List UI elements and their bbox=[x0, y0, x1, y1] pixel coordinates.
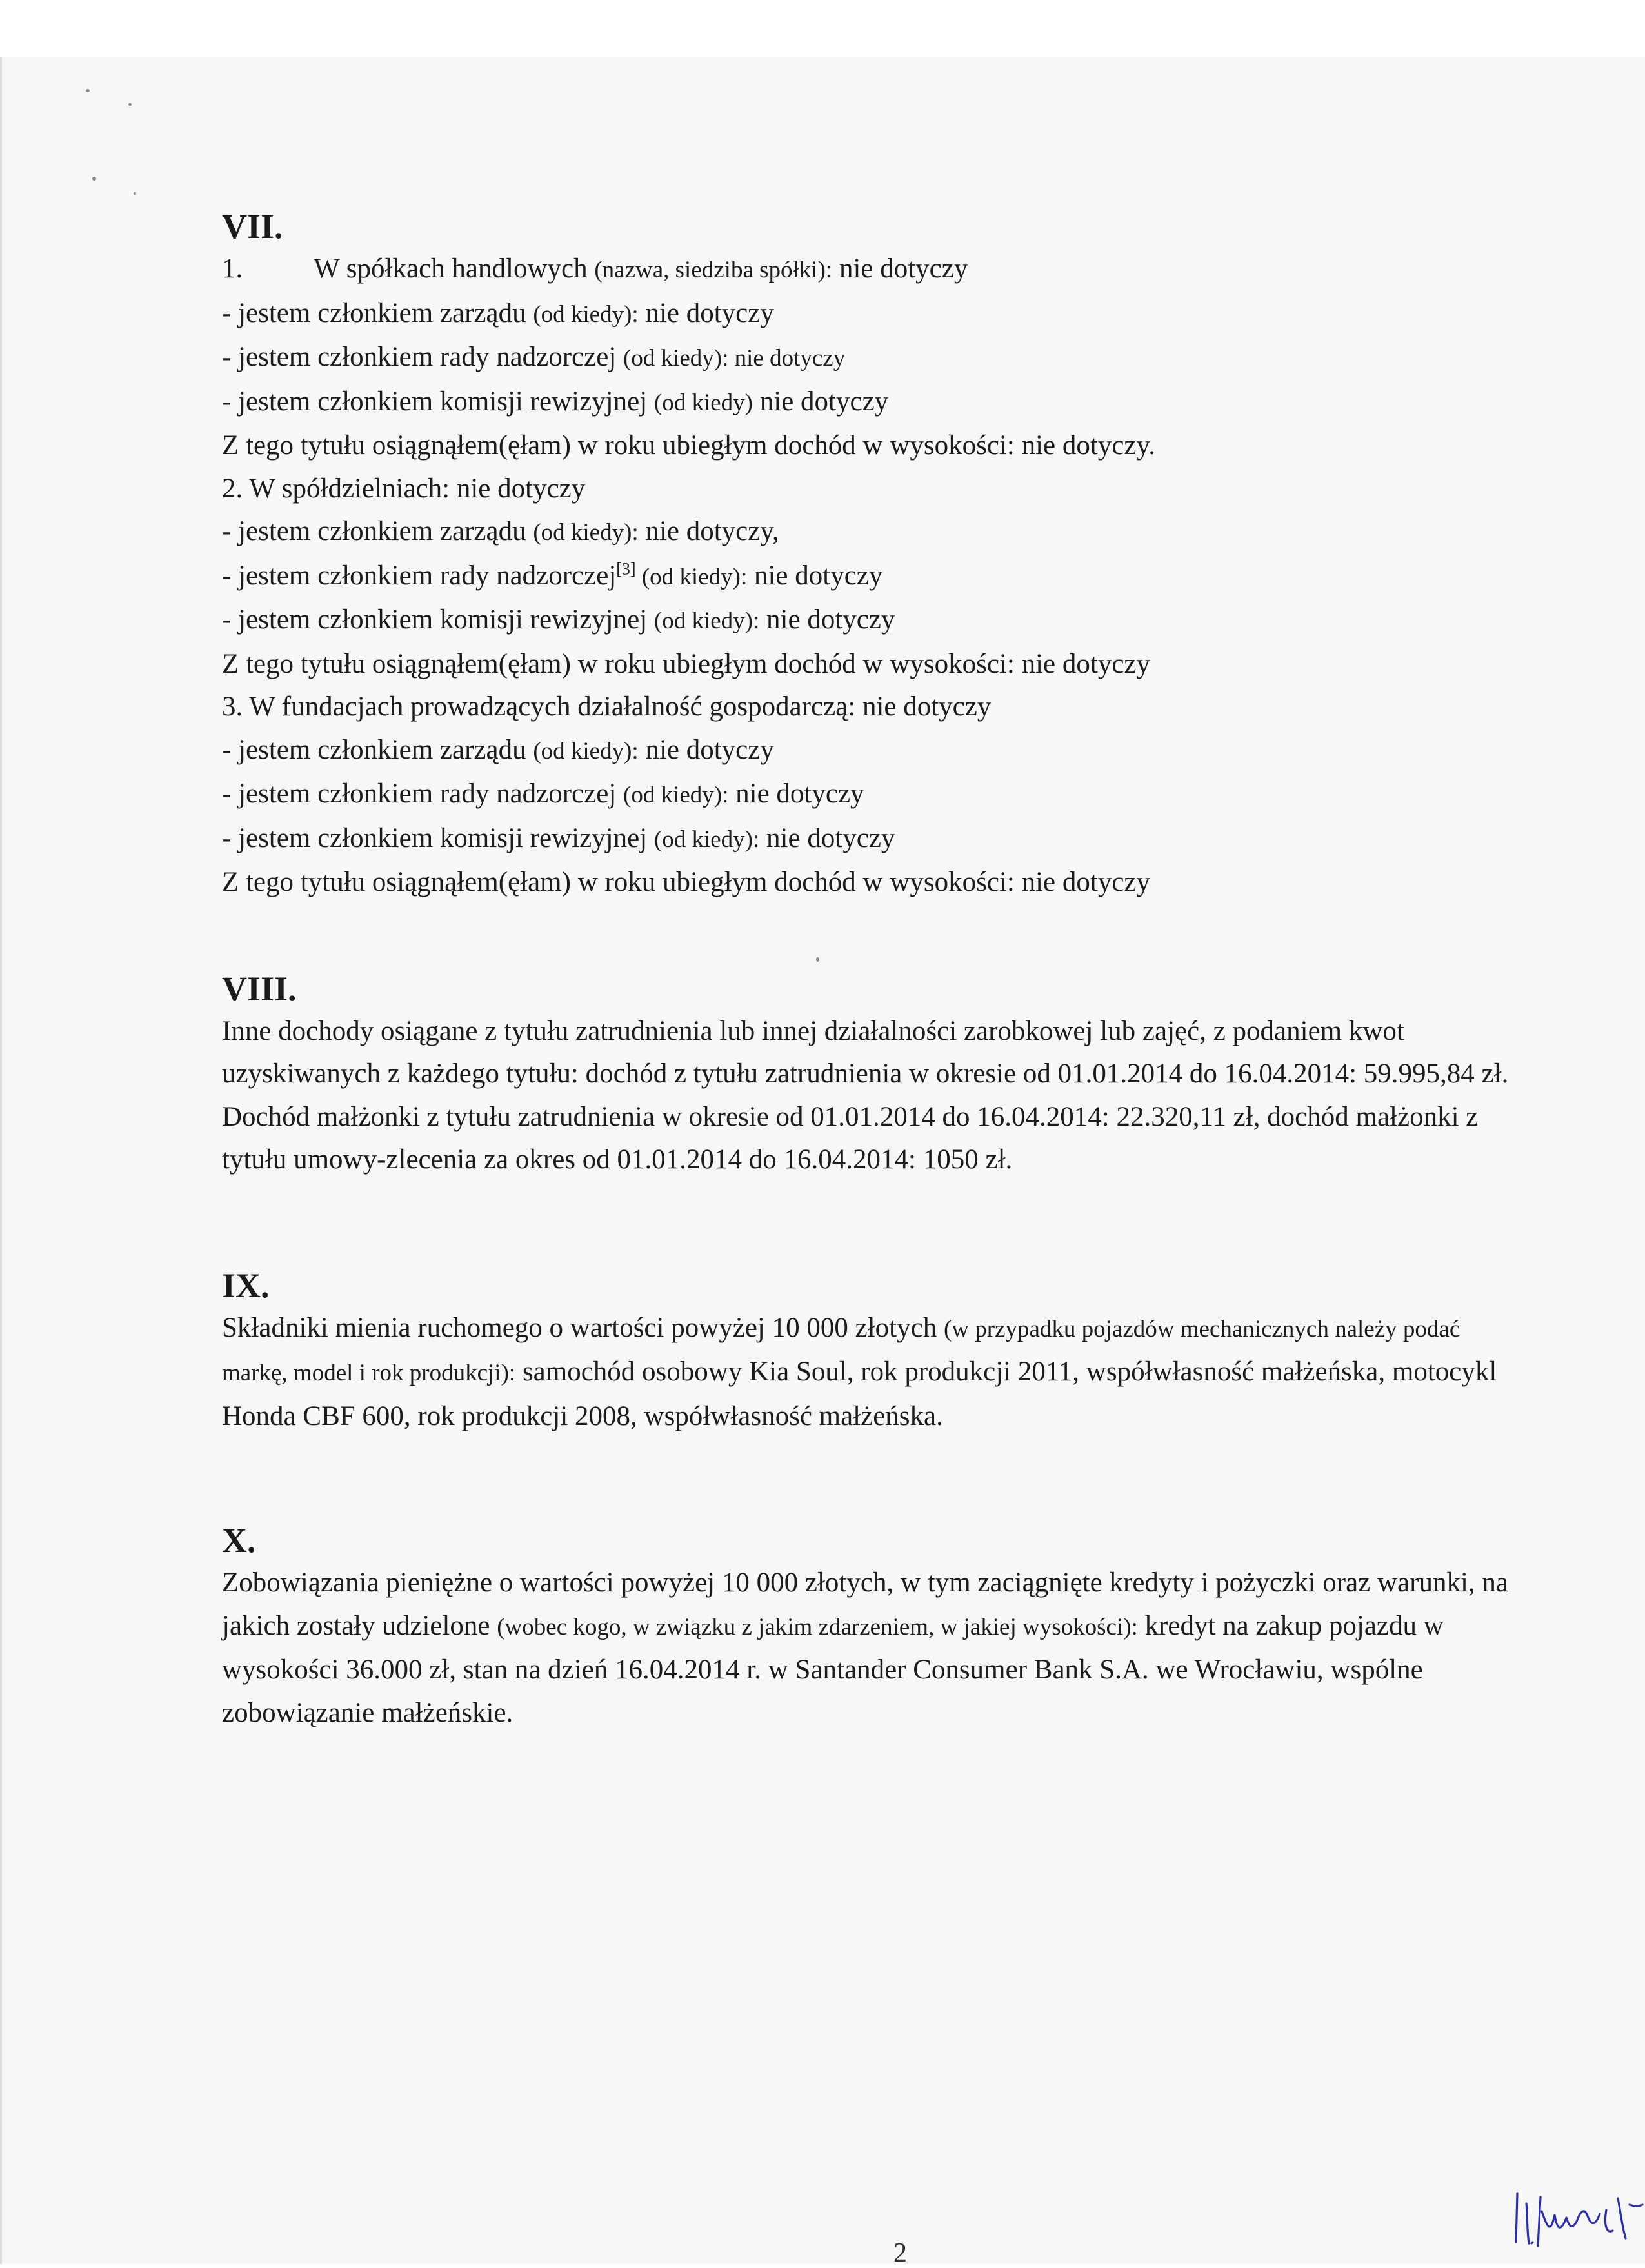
scan-speck bbox=[128, 103, 132, 106]
x-paragraph: Zobowiązania pieniężne o wartości powyżej 10 000 złotych, w tym zaciągnięte kredyty i pożyczki oraz warunki, na jakich zostały udzielone (wobec kogo, w związku z jakim zdarzeniem, w jakiej wysokości): kredyt na zakup pojazdu w wysokości 36.000 zł, stan na dzień 16.04.2014 r. w Santander Consumer Bank S.A. we Wrocławiu, wspólne zobowiązanie małżeńskie. bbox=[222, 1567, 1508, 1728]
section-viii-title: VIII. bbox=[222, 969, 297, 1008]
vii-line-2: - jestem członkiem zarządu (od kiedy): nie dotyczy bbox=[222, 297, 774, 328]
vii-line-1: 1. W spółkach handlowych (nazwa, siedziba spółki): nie dotyczy bbox=[222, 254, 968, 284]
section-ix bbox=[222, 1264, 1531, 1438]
vii-line-8: - jestem członkiem rady nadzorczej[3] (od kiedy): nie dotyczy bbox=[222, 559, 883, 591]
section-x-title: X. bbox=[222, 1521, 256, 1560]
vii-line-11: 3. W fundacjach prowadzących działalność gospodarczą: nie dotyczy bbox=[222, 691, 992, 722]
vii-line-4: - jestem członkiem komisji rewizyjnej (od kiedy) nie dotyczy bbox=[222, 386, 889, 417]
vii-line-15: Z tego tytułu osiągnąłem(ęłam) w roku ubiegłym dochód w wysokości: nie dotyczy bbox=[222, 867, 1151, 897]
viii-paragraph-2: Dochód małżonki z tytułu zatrudnienia w okresie od 01.01.2014 do 16.04.2014: 22.320,11 zł, dochód małżonki z tytułu umowy-zlecenia za okres od 01.01.2014 do 16.04.2014: 1050 zł. bbox=[222, 1101, 1479, 1175]
scan-speck bbox=[86, 89, 90, 92]
section-viii bbox=[222, 968, 1531, 1182]
footnote-ref: [3] bbox=[616, 559, 636, 579]
declaration-content bbox=[222, 205, 1531, 1735]
handwritten-signature bbox=[1510, 2179, 1645, 2250]
vii-line-14: - jestem członkiem komisji rewizyjnej (od kiedy): nie dotyczy bbox=[222, 822, 895, 853]
section-ix-title: IX. bbox=[222, 1266, 270, 1305]
vii-line-5: Z tego tytułu osiągnąłem(ęłam) w roku ubiegłym dochód w wysokości: nie dotyczy. bbox=[222, 430, 1155, 461]
section-vii bbox=[222, 205, 1531, 904]
ix-paragraph: Składniki mienia ruchomego o wartości powyżej 10 000 złotych (w przypadku pojazdów mechanicznych należy podać markę, model i rok produkcji): samochód osobowy Kia Soul, rok produkcji 2011, współwłasność małżeńska, motocykl Honda CBF 600, rok produkcji 2008, współwłasność małżeńska. bbox=[222, 1312, 1497, 1431]
section-vii-title: VII. bbox=[222, 207, 283, 246]
scan-speck bbox=[92, 177, 96, 181]
vii-line-12: - jestem członkiem zarządu (od kiedy): nie dotyczy bbox=[222, 734, 774, 765]
vii-line-6: 2. W spółdzielniach: nie dotyczy bbox=[222, 473, 586, 504]
vii-line-13: - jestem członkiem rady nadzorczej (od kiedy): nie dotyczy bbox=[222, 779, 864, 809]
vii-line-3: - jestem członkiem rady nadzorczej (od kiedy): nie dotyczy bbox=[222, 342, 846, 372]
page-number: 2 bbox=[893, 2238, 907, 2268]
vii-line-10: Z tego tytułu osiągnąłem(ęłam) w roku ubiegłym dochód w wysokości: nie dotyczy bbox=[222, 648, 1151, 679]
scan-speck bbox=[134, 192, 136, 195]
vii-line-7: - jestem członkiem zarządu (od kiedy): nie dotyczy, bbox=[222, 516, 779, 546]
section-x bbox=[222, 1519, 1531, 1735]
vii-line-9: - jestem członkiem komisji rewizyjnej (od kiedy): nie dotyczy bbox=[222, 604, 895, 635]
item-number: 1. bbox=[222, 254, 243, 284]
viii-paragraph-1: Inne dochody osiągane z tytułu zatrudnienia lub innej działalności zarobkowej lub zajęć, z podaniem kwot uzyskiwanych z każdego tytułu: dochód z tytułu zatrudnienia w okresie od 01.01.2014 do 16.04.2014: 59.995,84 zł. bbox=[222, 1015, 1509, 1089]
scan-top-margin bbox=[0, 0, 1645, 57]
